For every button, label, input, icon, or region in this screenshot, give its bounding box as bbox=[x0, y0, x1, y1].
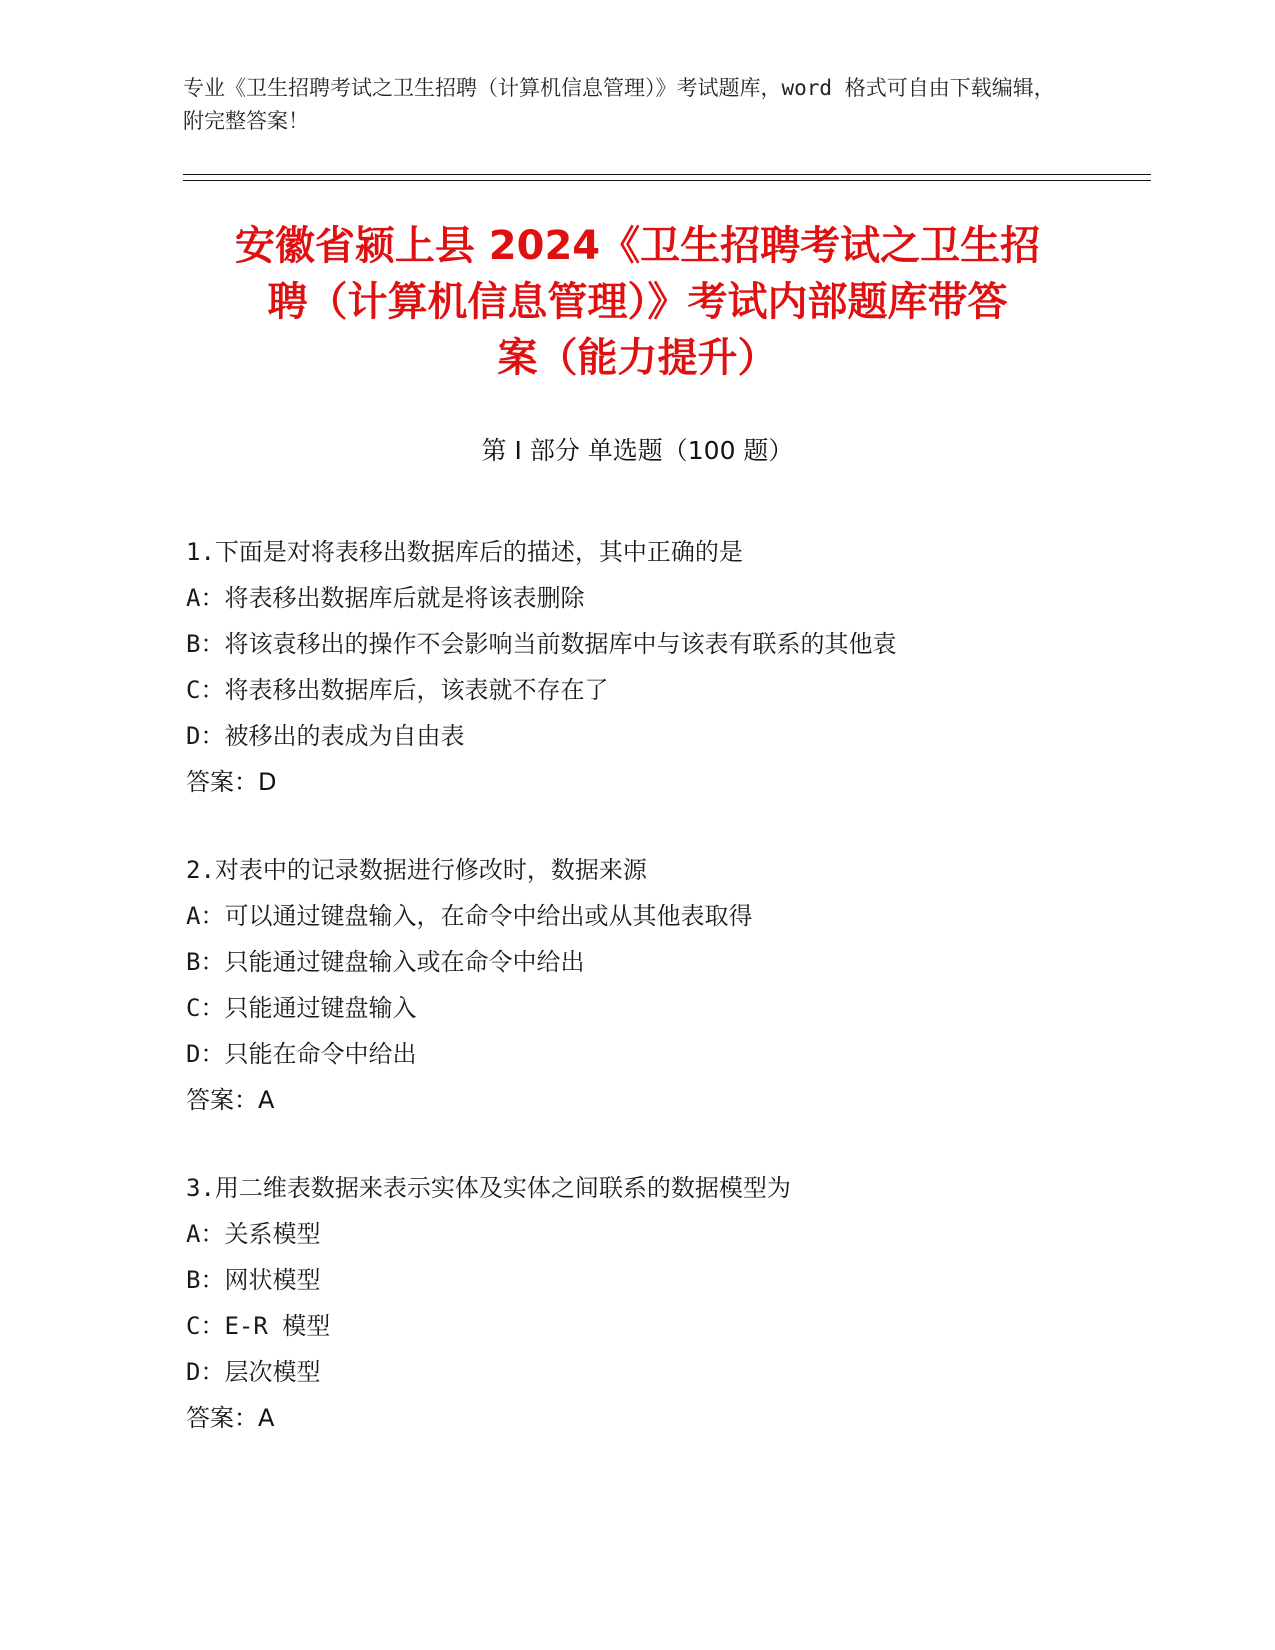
question-stem: 2.对表中的记录数据进行修改时，数据来源 bbox=[186, 856, 647, 884]
option-d: D：被移出的表成为自由表 bbox=[186, 722, 465, 750]
option-a: A：将表移出数据库后就是将该表删除 bbox=[186, 584, 585, 612]
intro-text: 专业《卫生招聘考试之卫生招聘（计算机信息管理）》考试题库，word 格式可自由下载编辑，附完整答案！ bbox=[183, 76, 1055, 133]
option-b: B：网状模型 bbox=[186, 1266, 321, 1294]
option-c: C：E-R 模型 bbox=[186, 1312, 331, 1340]
document-title bbox=[170, 218, 1105, 386]
question-item bbox=[186, 847, 1086, 1123]
question-stem: 1.下面是对将表移出数据库后的描述，其中正确的是 bbox=[186, 538, 743, 566]
option-a: A：可以通过键盘输入，在命令中给出或从其他表取得 bbox=[186, 902, 753, 930]
question-item bbox=[186, 1165, 1086, 1441]
question-item bbox=[186, 529, 1086, 805]
option-c: C：只能通过键盘输入 bbox=[186, 994, 417, 1022]
header-divider-bottom bbox=[183, 180, 1151, 181]
option-d: D：层次模型 bbox=[186, 1358, 321, 1386]
option-a: A：关系模型 bbox=[186, 1220, 321, 1248]
option-b: B：将该袁移出的操作不会影响当前数据库中与该表有联系的其他袁 bbox=[186, 630, 897, 658]
answer-line: 答案：A bbox=[186, 1086, 275, 1114]
answer-line: 答案：A bbox=[186, 1404, 275, 1432]
header-divider-top bbox=[183, 174, 1151, 175]
answer-line: 答案：D bbox=[186, 768, 277, 796]
section-heading: 第 I 部分 单选题（100 题） bbox=[481, 436, 794, 465]
question-stem: 3.用二维表数据来表示实体及实体之间联系的数据模型为 bbox=[186, 1174, 791, 1202]
title-line: 安徽省颍上县 2024《卫生招聘考试之卫生招 bbox=[234, 223, 1041, 269]
option-c: C：将表移出数据库后，该表就不存在了 bbox=[186, 676, 609, 704]
option-d: D：只能在命令中给出 bbox=[186, 1040, 417, 1068]
question-list bbox=[186, 529, 1086, 1483]
title-line: 案（能力提升） bbox=[497, 335, 778, 381]
option-b: B：只能通过键盘输入或在命令中给出 bbox=[186, 948, 585, 976]
title-line: 聘（计算机信息管理）》考试内部题库带答 bbox=[267, 279, 1008, 325]
